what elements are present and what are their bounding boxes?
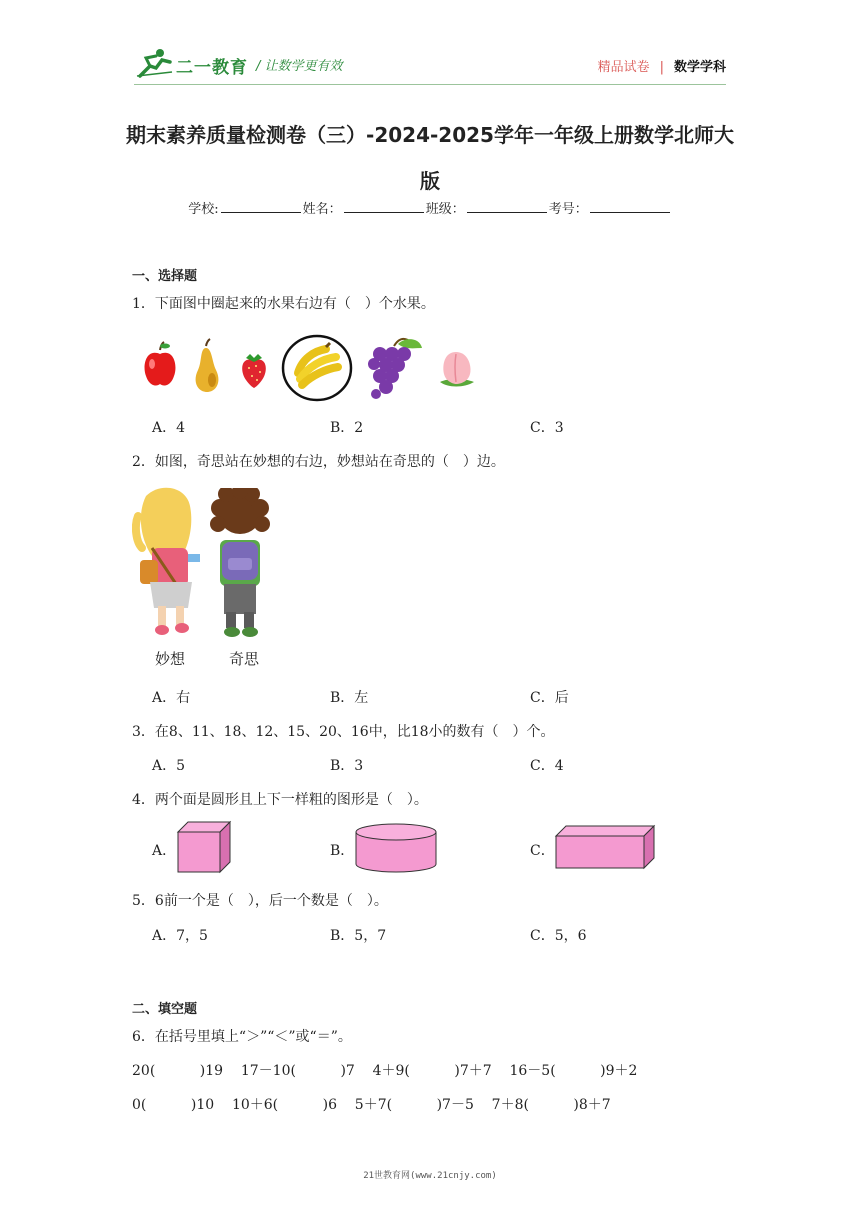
header-tags xyxy=(598,56,726,75)
school-blank[interactable] xyxy=(221,200,301,213)
name-blank[interactable] xyxy=(344,200,424,213)
q4-option-a[interactable]: A． xyxy=(152,843,177,859)
section-fill-heading: 二、填空题 xyxy=(132,1002,198,1017)
page-title: 期末素养质量检测卷（三）-2024-2025学年一年级上册数学北师大版 xyxy=(126,123,734,193)
tag-separator: | xyxy=(659,60,664,75)
number-blank[interactable] xyxy=(590,200,670,213)
q1-option-a[interactable]: A．4 xyxy=(152,420,186,436)
class-label: 班级： xyxy=(425,202,465,217)
runner-logo-icon xyxy=(136,48,174,78)
circled-banana-icon xyxy=(280,333,354,403)
q1-option-b[interactable]: B．2 xyxy=(330,420,364,436)
header-divider xyxy=(134,84,726,85)
q6-equation-row-2[interactable]: 0( )10 10＋6( )6 5＋7( )7－5 7＋8( )8＋7 xyxy=(132,1097,611,1113)
q2-option-a[interactable]: A．右 xyxy=(152,690,191,706)
logo-text: 二一教育 xyxy=(176,58,248,78)
class-blank[interactable] xyxy=(467,200,547,213)
q1-option-c[interactable]: C．3 xyxy=(530,420,564,436)
label-miaoxiang: 妙想 xyxy=(155,650,186,668)
boy-qisi-illustration xyxy=(206,488,274,638)
question-1-text: 1．下面图中圈起来的水果右边有（ ）个水果。 xyxy=(132,296,435,312)
q2-option-b[interactable]: B．左 xyxy=(330,690,369,706)
tag-premium: 精品试卷 xyxy=(597,60,650,75)
apple-icon xyxy=(140,336,180,398)
strawberry-icon xyxy=(236,336,272,398)
number-label: 考号： xyxy=(548,202,588,217)
slogan: / 让数学更有效 xyxy=(256,59,343,74)
rectangular-prism-shape-icon xyxy=(554,824,656,870)
q3-option-c[interactable]: C．4 xyxy=(530,758,564,774)
name-label: 姓名： xyxy=(302,202,342,217)
q4-option-c[interactable]: C． xyxy=(530,843,555,859)
school-label: 学校: xyxy=(188,202,219,217)
q3-option-b[interactable]: B．3 xyxy=(330,758,364,774)
grapes-icon xyxy=(360,332,430,402)
q6-equation-row-1[interactable]: 20( )19 17－10( )7 4＋9( )7＋7 16－5( )9＋2 xyxy=(132,1063,638,1079)
peach-icon xyxy=(434,336,480,398)
question-4-text: 4．两个面是圆形且上下一样粗的图形是（ ）。 xyxy=(132,792,428,808)
q2-option-c[interactable]: C．后 xyxy=(530,690,569,706)
page-footer: 21世教育网(www.21cnjy.com) xyxy=(363,1171,497,1181)
question-3-text: 3．在8、11、18、12、15、20、16中，比18小的数有（ ）个。 xyxy=(132,724,555,740)
label-qisi: 奇思 xyxy=(229,650,260,668)
girl-miaoxiang-illustration xyxy=(132,486,204,638)
tag-subject: 数学学科 xyxy=(673,60,726,75)
question-6-text: 6．在括号里填上“＞”“＜”或“＝”。 xyxy=(132,1029,352,1045)
q3-option-a[interactable]: A．5 xyxy=(152,758,186,774)
q5-option-a[interactable]: A．7，5 xyxy=(152,928,208,944)
question-5-text: 5．6前一个是（ ），后一个数是（ ）。 xyxy=(132,893,388,909)
cube-shape-icon xyxy=(176,820,232,874)
q5-option-b[interactable]: B．5，7 xyxy=(330,928,387,944)
cylinder-shape-icon xyxy=(354,822,438,874)
pear-icon xyxy=(190,336,224,398)
q4-option-b[interactable]: B． xyxy=(330,843,355,859)
question-2-text: 2．如图，奇思站在妙想的右边，妙想站在奇思的（ ）边。 xyxy=(132,454,505,470)
student-info-line xyxy=(0,198,860,217)
section-choice-heading: 一、选择题 xyxy=(132,269,198,284)
q5-option-c[interactable]: C．5，6 xyxy=(530,928,587,944)
